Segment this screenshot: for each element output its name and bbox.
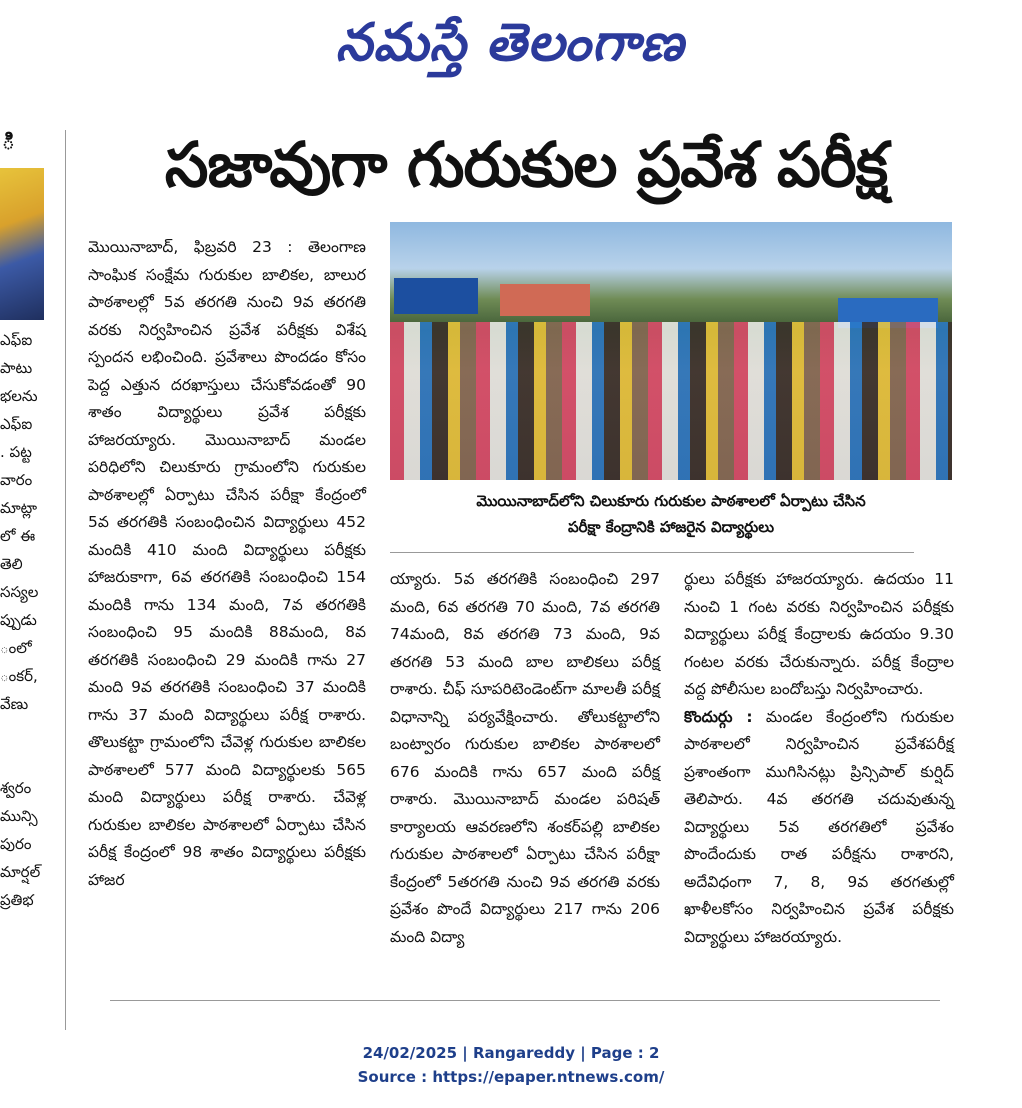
photo-crowd — [390, 322, 952, 480]
adjacent-article-strip — [0, 130, 46, 1030]
column-divider — [65, 130, 66, 1030]
photo-caption — [390, 488, 952, 540]
masthead-logo: నమస్తే తెలంగాణ — [335, 12, 685, 73]
adjacent-text-fragment: ప్పుడు — [0, 611, 37, 629]
subhead-label: కొందుర్గు : — [684, 707, 753, 726]
adjacent-text-fragment: మున్సి — [0, 807, 38, 825]
adjacent-text-fragments — [0, 326, 46, 914]
photo-sign — [394, 278, 478, 314]
adjacent-text-fragment: సస్యల — [0, 583, 39, 601]
article-headline: సజావుగా గురుకుల ప్రవేశ పరీక్ష — [164, 128, 888, 201]
adjacent-text-fragment: తెలి — [0, 555, 23, 573]
adjacent-text-fragment: మార్షల్ — [0, 863, 41, 881]
caption-line: పరీక్షా కేంద్రానికి హాజరైన విద్యార్థులు — [567, 518, 775, 536]
adjacent-text-fragment: పురం — [0, 835, 32, 853]
adjacent-text-fragment — [0, 746, 46, 774]
adjacent-text-fragment: మాట్లా — [0, 499, 38, 517]
adjacent-text-fragment: శ్వరం — [0, 779, 32, 797]
article-text: మొయినాబాద్, ఫిబ్రవరి 23 : తెలంగాణ సాంఘిక సంక్షేమ గురుకుల బాలికల, బాలుర పాఠశాలల్లో 5వ తరగతి నుంచి 9వ తరగతి వరకు నిర్వహించిన ప్రవేశ పరీక్షకు విశేష స్పందన లభించింది. ప్రవేశాలు పొందడం కోసం పెద్ద ఎత్తున దరఖాస్తులు చేసుకోవడంతో 90 శాతం విద్యార్థులు ప్రవేశ పరీక్షకు హాజరయ్యారు. మొయినాబాద్ మండల పరిధిలోని చిలుకూరు గ్రామంలోని గురుకుల పాఠశాలల్లో ఏర్పాటు చేసిన పరీక్షా కేంద్రంలో 5వ తరగతికి సంబంధించిన విద్యార్థులు 452 మందికి 410 మంది విద్యార్థులు పరీక్షకు హాజరుకాగా, 6వ తరగతికి సంబంధించి 154 మందికి గాను 134 మంది, 7వ తరగతికి సంబంధించి 95 మందికి 88మంది, 8వ తరగతికి సంబంధించి 29 మందికి గాను 27 మంది 9వ తరగతికి సంబంధించి 37 మందికి గాను 37 మంది విద్యార్థులు పరీక్ష రాశారు. తొలుకట్టా గ్రామంలోని చేవెళ్ల గురుకుల బాలికల పాఠశాలలో 577 మంది విద్యార్థులకు 565 మంది విద్యార్థులు పరీక్ష రాశారు. చేవెళ్ల గురుకుల బాలికల పాఠశాలలో ఏర్పాటు చేసిన పరీక్ష కేంద్రంలో 98 శాతం విద్యార్థులు పరీక్షకు హాజర — [88, 238, 366, 889]
adjacent-text-fragment: ంకర్, — [0, 667, 38, 685]
article-bottom-rule — [110, 1000, 940, 1001]
adjacent-text-fragment: ఎఫ్ఐ — [0, 415, 33, 433]
article-column-1 — [88, 234, 366, 894]
photo-building — [500, 284, 590, 316]
adjacent-text-fragment: పాటు — [0, 359, 33, 377]
article-column-2 — [390, 566, 660, 951]
adjacent-text-fragment — [0, 718, 46, 746]
article-column-3 — [684, 566, 954, 951]
adjacent-text-fragment: వేణు — [0, 695, 29, 713]
adjacent-text-fragment: ంలో — [0, 639, 32, 657]
adjacent-text-fragment: లో ఈ — [0, 527, 36, 545]
footer-date-edition: 24/02/2025 | Rangareddy | Page : 2 — [362, 1044, 660, 1062]
article-photo — [390, 222, 952, 480]
adjacent-article-photo — [0, 168, 44, 320]
article-text: య్యారు. 5వ తరగతికి సంబంధించి 297 మంది, 6వ తరగతి 70 మంది, 7వ తరగతి 74మంది, 8వ తరగతి 73 మంది, 9వ తరగతి 53 మంది బాల బాలికలు పరీక్ష రాశారు. చీఫ్ సూపరిటెండెంట్‌గా మాలతీ పరీక్ష విధానాన్ని పర్యవేక్షించారు. తోలుకట్టాలోని బంట్వారం గురుకుల బాలికల పాఠశాలలో 676 మందికి గాను 657 మంది పరీక్ష రాశారు. మొయినాబాద్ మండల పరిషత్ కార్యాలయ ఆవరణలోని శంకర్‌పల్లి బాలికల గురుకుల పాఠశాలలో ఏర్పాటు చేసిన పరీక్షా కేంద్రంలో 5తరగతి నుంచి 9వ తరగతి వరకు ప్రవేశం పొందే విద్యార్థులు 217 గాను 206 మంది విద్యా — [390, 570, 660, 946]
adjacent-heading-fragment: ి — [2, 130, 15, 155]
adjacent-text-fragment: ప్రతిభ — [0, 891, 34, 909]
article-text: మండల కేంద్రంలోని గురుకుల పాఠశాలలో నిర్వహించిన ప్రవేశపరీక్ష ప్రశాంతంగా ముగిసినట్లు ప్రిన్సిపాల్ కుర్షిద్ తెలిపారు. 4వ తరగతి చదువుతున్న విద్యార్థులు 5వ తరగతిలో ప్రవేశం పొందేందుకు రాత పరీక్షను రాశారని, అదేవిధంగా 7, 8, 9వ తరగతుల్లో ఖాళీలకోసం నిర్వహించిన ప్రవేశ పరీక్షకు విద్యార్థులు హాజరయ్యారు. — [684, 707, 954, 946]
adjacent-text-fragment: వారం — [0, 471, 33, 489]
article-text: ర్థులు పరీక్షకు హాజరయ్యారు. ఉదయం 11 నుంచి 1 గంట వరకు నిర్వహించిన పరీక్షకు విద్యార్థులు పరీక్ష కేంద్రాలకు ఉదయం 9.30 గంటల వరకు చేరుకున్నారు. పరీక్ష కేంద్రాల వద్ద పోలీసుల బందోబస్తు నిర్వహించారు. — [684, 570, 954, 698]
caption-line: మొయినాబాద్‌లోని చిలుకూరు గురుకుల పాఠశాలలో ఏర్పాటు చేసిన — [476, 492, 866, 510]
adjacent-text-fragment: ఎఫ్ఐ — [0, 331, 33, 349]
caption-rule — [390, 552, 914, 553]
adjacent-text-fragment: . పట్ట — [0, 443, 32, 461]
footer-source: Source : https://epaper.ntnews.com/ — [357, 1068, 665, 1086]
adjacent-text-fragment: భలను — [0, 387, 38, 405]
